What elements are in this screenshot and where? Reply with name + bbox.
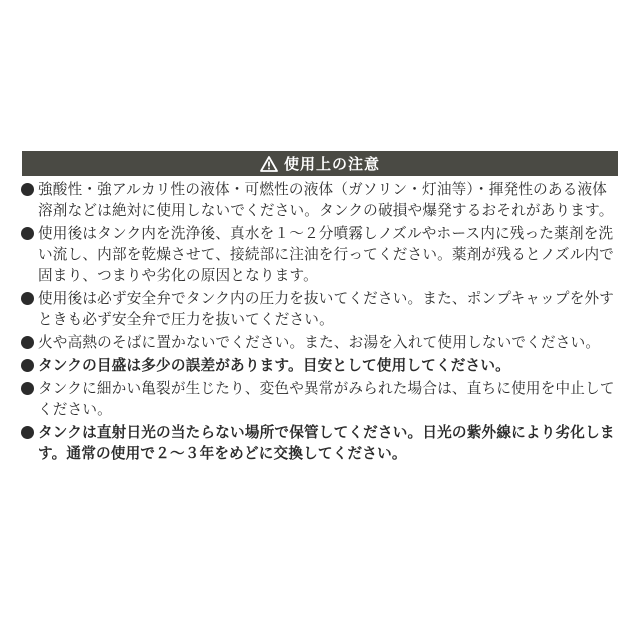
bullet-icon xyxy=(21,183,34,196)
caution-notice xyxy=(22,151,618,466)
caution-item xyxy=(22,179,618,221)
caution-item xyxy=(22,288,618,330)
caution-item-text: 使用後は必ず安全弁でタンク内の圧力を抜いてください。また、ポンプキャップを外すときも必ず安全弁で圧力を抜いてください。 xyxy=(38,290,615,328)
caution-item-text: タンクに細かい亀裂が生じたり、変色や異常がみられた場合は、直ちに使用を中止してください。 xyxy=(38,380,615,418)
bullet-icon xyxy=(21,426,34,439)
caution-item xyxy=(22,422,618,464)
bullet-icon xyxy=(21,336,34,349)
caution-item-text: 火や高熱のそばに置かないでください。また、お湯を入れて使用しないでください。 xyxy=(38,334,601,351)
caution-title: 使用上の注意 xyxy=(283,155,380,173)
caution-item-text: タンクの目盛は多少の誤差があります。目安として使用してください。 xyxy=(38,357,510,374)
warning-triangle-icon xyxy=(260,156,278,172)
bullet-icon xyxy=(21,382,34,395)
caution-item-text: 使用後はタンク内を洗浄後、真水を１〜２分噴霧しノズルやホース内に残った薬剤を洗い流し、内部を乾燥させて、接続部に注油を行ってください。薬剤が残るとノズル内で固まり、つまりや劣化の原因となります。 xyxy=(38,225,615,284)
caution-item xyxy=(22,355,618,376)
bullet-icon xyxy=(21,359,34,372)
caution-item xyxy=(22,332,618,353)
caution-header xyxy=(22,151,618,176)
bullet-icon xyxy=(21,292,34,305)
caution-list xyxy=(22,179,618,464)
caution-item-text: 強酸性・強アルカリ性の液体・可燃性の液体（ガソリン・灯油等）・揮発性のある液体溶剤などは絶対に使用しないでください。タンクの破損や爆発するおそれがあります。 xyxy=(38,181,614,219)
bullet-icon xyxy=(21,227,34,240)
caution-item xyxy=(22,223,618,286)
caution-item xyxy=(22,378,618,420)
caution-item-text: タンクは直射日光の当たらない場所で保管してください。日光の紫外線により劣化します。通常の使用で２〜３年をめどに交換してください。 xyxy=(38,424,615,462)
